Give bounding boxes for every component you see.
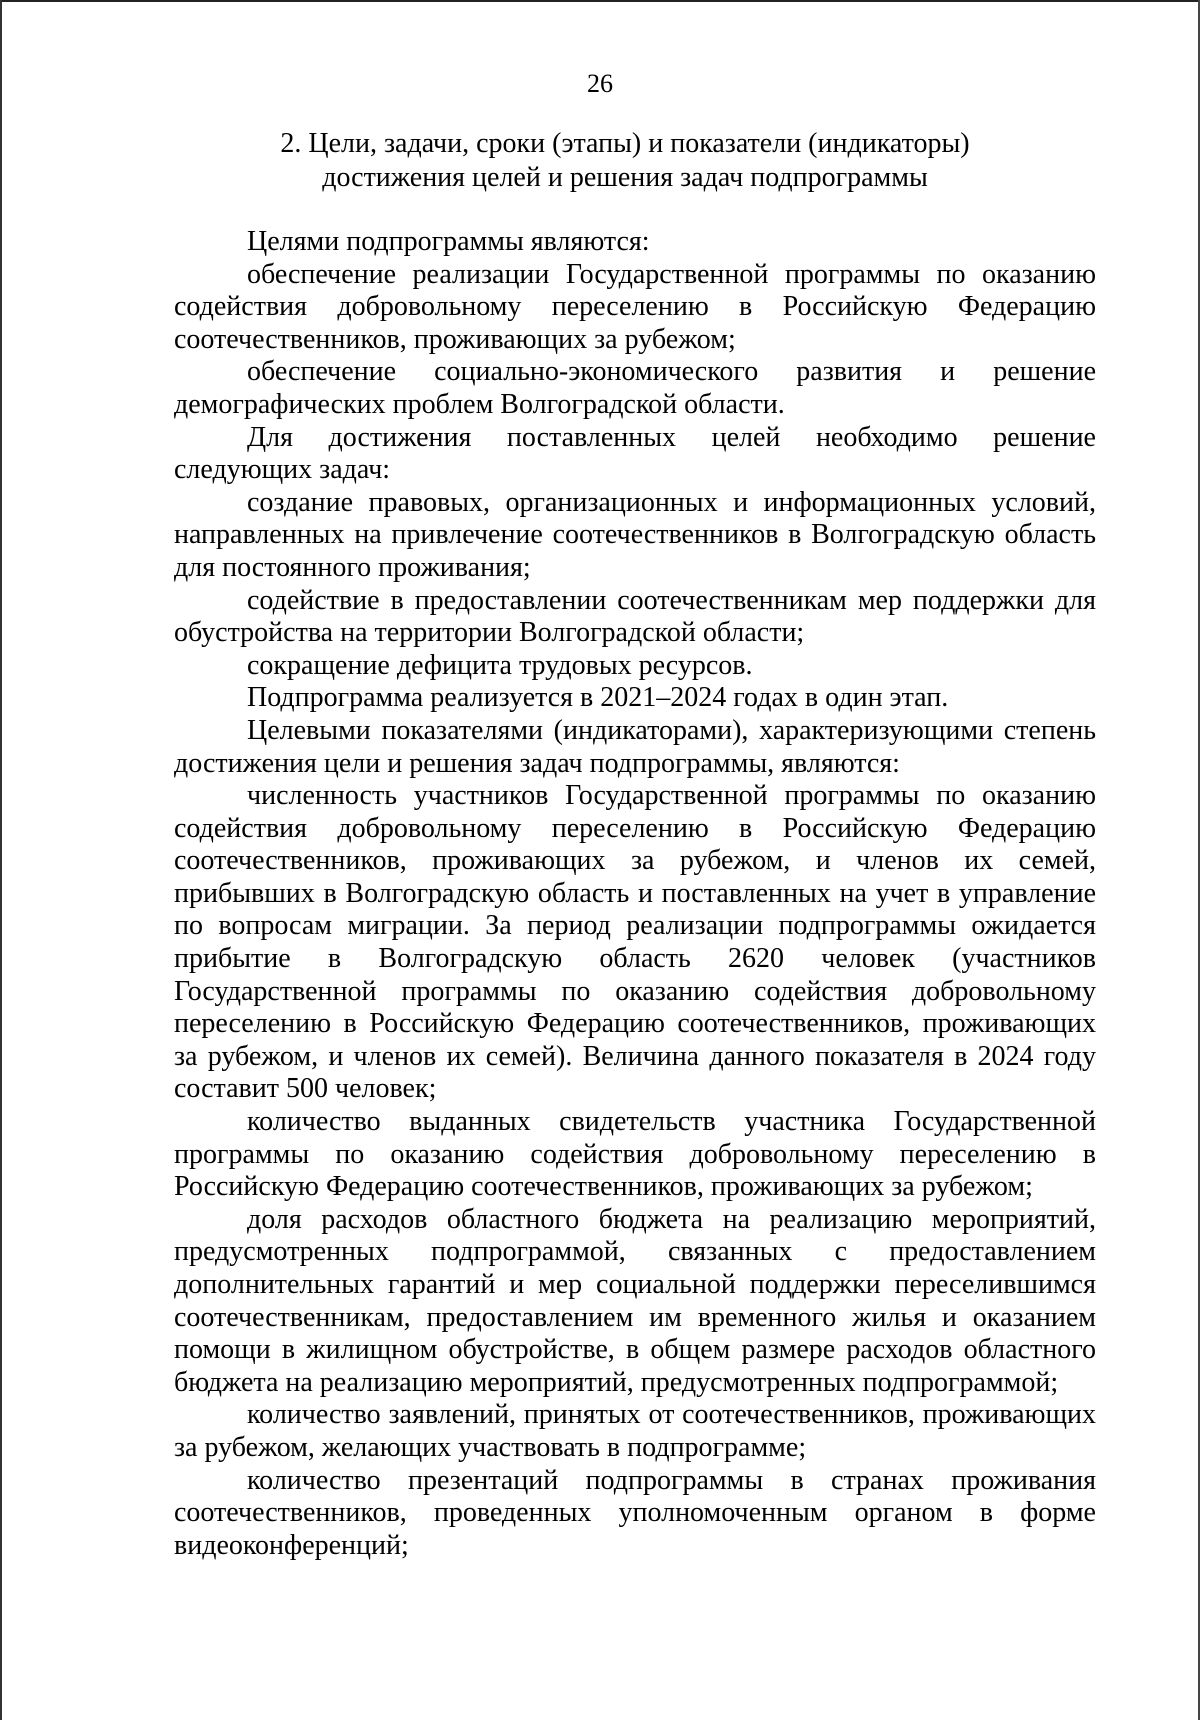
paragraph-goal-1: обеспечение реализации Государственной программы по оказанию содействия добровольному переселению в Российскую Федерацию соотечественников, проживающих за рубежом; — [174, 258, 1096, 355]
paragraph-indicator-3: доля расходов областного бюджета на реализацию мероприятий, предусмотренных подпрограммой, связанных с предоставлением дополнительных гарантий и мер социальной поддержки переселившимся соотечественникам, предоставлением им временного жилья и оказанием помощи в жилищном обустройстве, в общем размере расходов областного бюджета на реализацию мероприятий, предусмотренных подпрограммой; — [174, 1203, 1096, 1398]
paragraph-indicators-intro: Целевыми показателями (индикаторами), характеризующими степень достижения цели и решения задач подпрограммы, являются: — [174, 714, 1096, 779]
paragraph-indicator-5: количество презентаций подпрограммы в странах проживания соотечественников, проведенных уполномоченным органом в форме видеоконференций; — [174, 1464, 1096, 1561]
paragraph-timeline: Подпрограмма реализуется в 2021–2024 годах в один этап. — [247, 682, 949, 714]
paragraph-goals-intro: Целями подпрограммы являются: — [247, 226, 650, 257]
paragraph-tasks-intro: Для достижения поставленных целей необходимо решение следующих задач: — [174, 421, 1096, 486]
body-text — [174, 226, 1096, 1562]
paragraph-indicator-1: численность участников Государственной программы по оказанию содействия добровольному переселению в Российскую Федерацию соотечественников, проживающих за рубежом, и членов их семей, прибывших в Волгоградскую область и поставленных на учет в управление по вопросам миграции. За период реализации подпрограммы ожидается прибытие в Волгоградскую область 2620 человек (участников Государственной программы по оказанию содействия добровольному переселению в Российскую Федерацию соотечественников, проживающих за рубежом, и членов их семей). Величина данного показателя в 2024 году составит 500 человек; — [174, 780, 1096, 1105]
paragraph-task-3: сокращение дефицита трудовых ресурсов. — [247, 649, 753, 681]
paragraph-task-1: создание правовых, организационных и информационных условий, направленных на привлечение соотечественников в Волгоградскую область для постоянного проживания; — [174, 486, 1096, 583]
section-heading-line-2: достижения целей и решения задач подпрограммы — [322, 162, 928, 193]
paragraph-goal-2: обеспечение социально-экономического развития и решение демографических проблем Волгоградской области. — [174, 356, 1096, 420]
section-heading-line-1: 2. Цели, задачи, сроки (этапы) и показатели (индикаторы) — [280, 128, 970, 159]
paragraph-task-2: содействие в предоставлении соотечественникам мер поддержки для обустройства на территории Волгоградской области; — [174, 584, 1096, 649]
scan-edge-left — [0, 0, 2, 1720]
scan-edge-top — [0, 0, 1200, 2]
page-number: 26 — [587, 69, 613, 98]
paragraph-indicator-2: количество выданных свидетельств участника Государственной программы по оказанию содействия добровольному переселению в Российскую Федерацию соотечественников, проживающих за рубежом; — [174, 1106, 1096, 1203]
paragraph-indicator-4: количество заявлений, принятых от соотечественников, проживающих за рубежом, желающих участвовать в подпрограмме; — [174, 1399, 1096, 1463]
section-heading — [180, 127, 1070, 195]
